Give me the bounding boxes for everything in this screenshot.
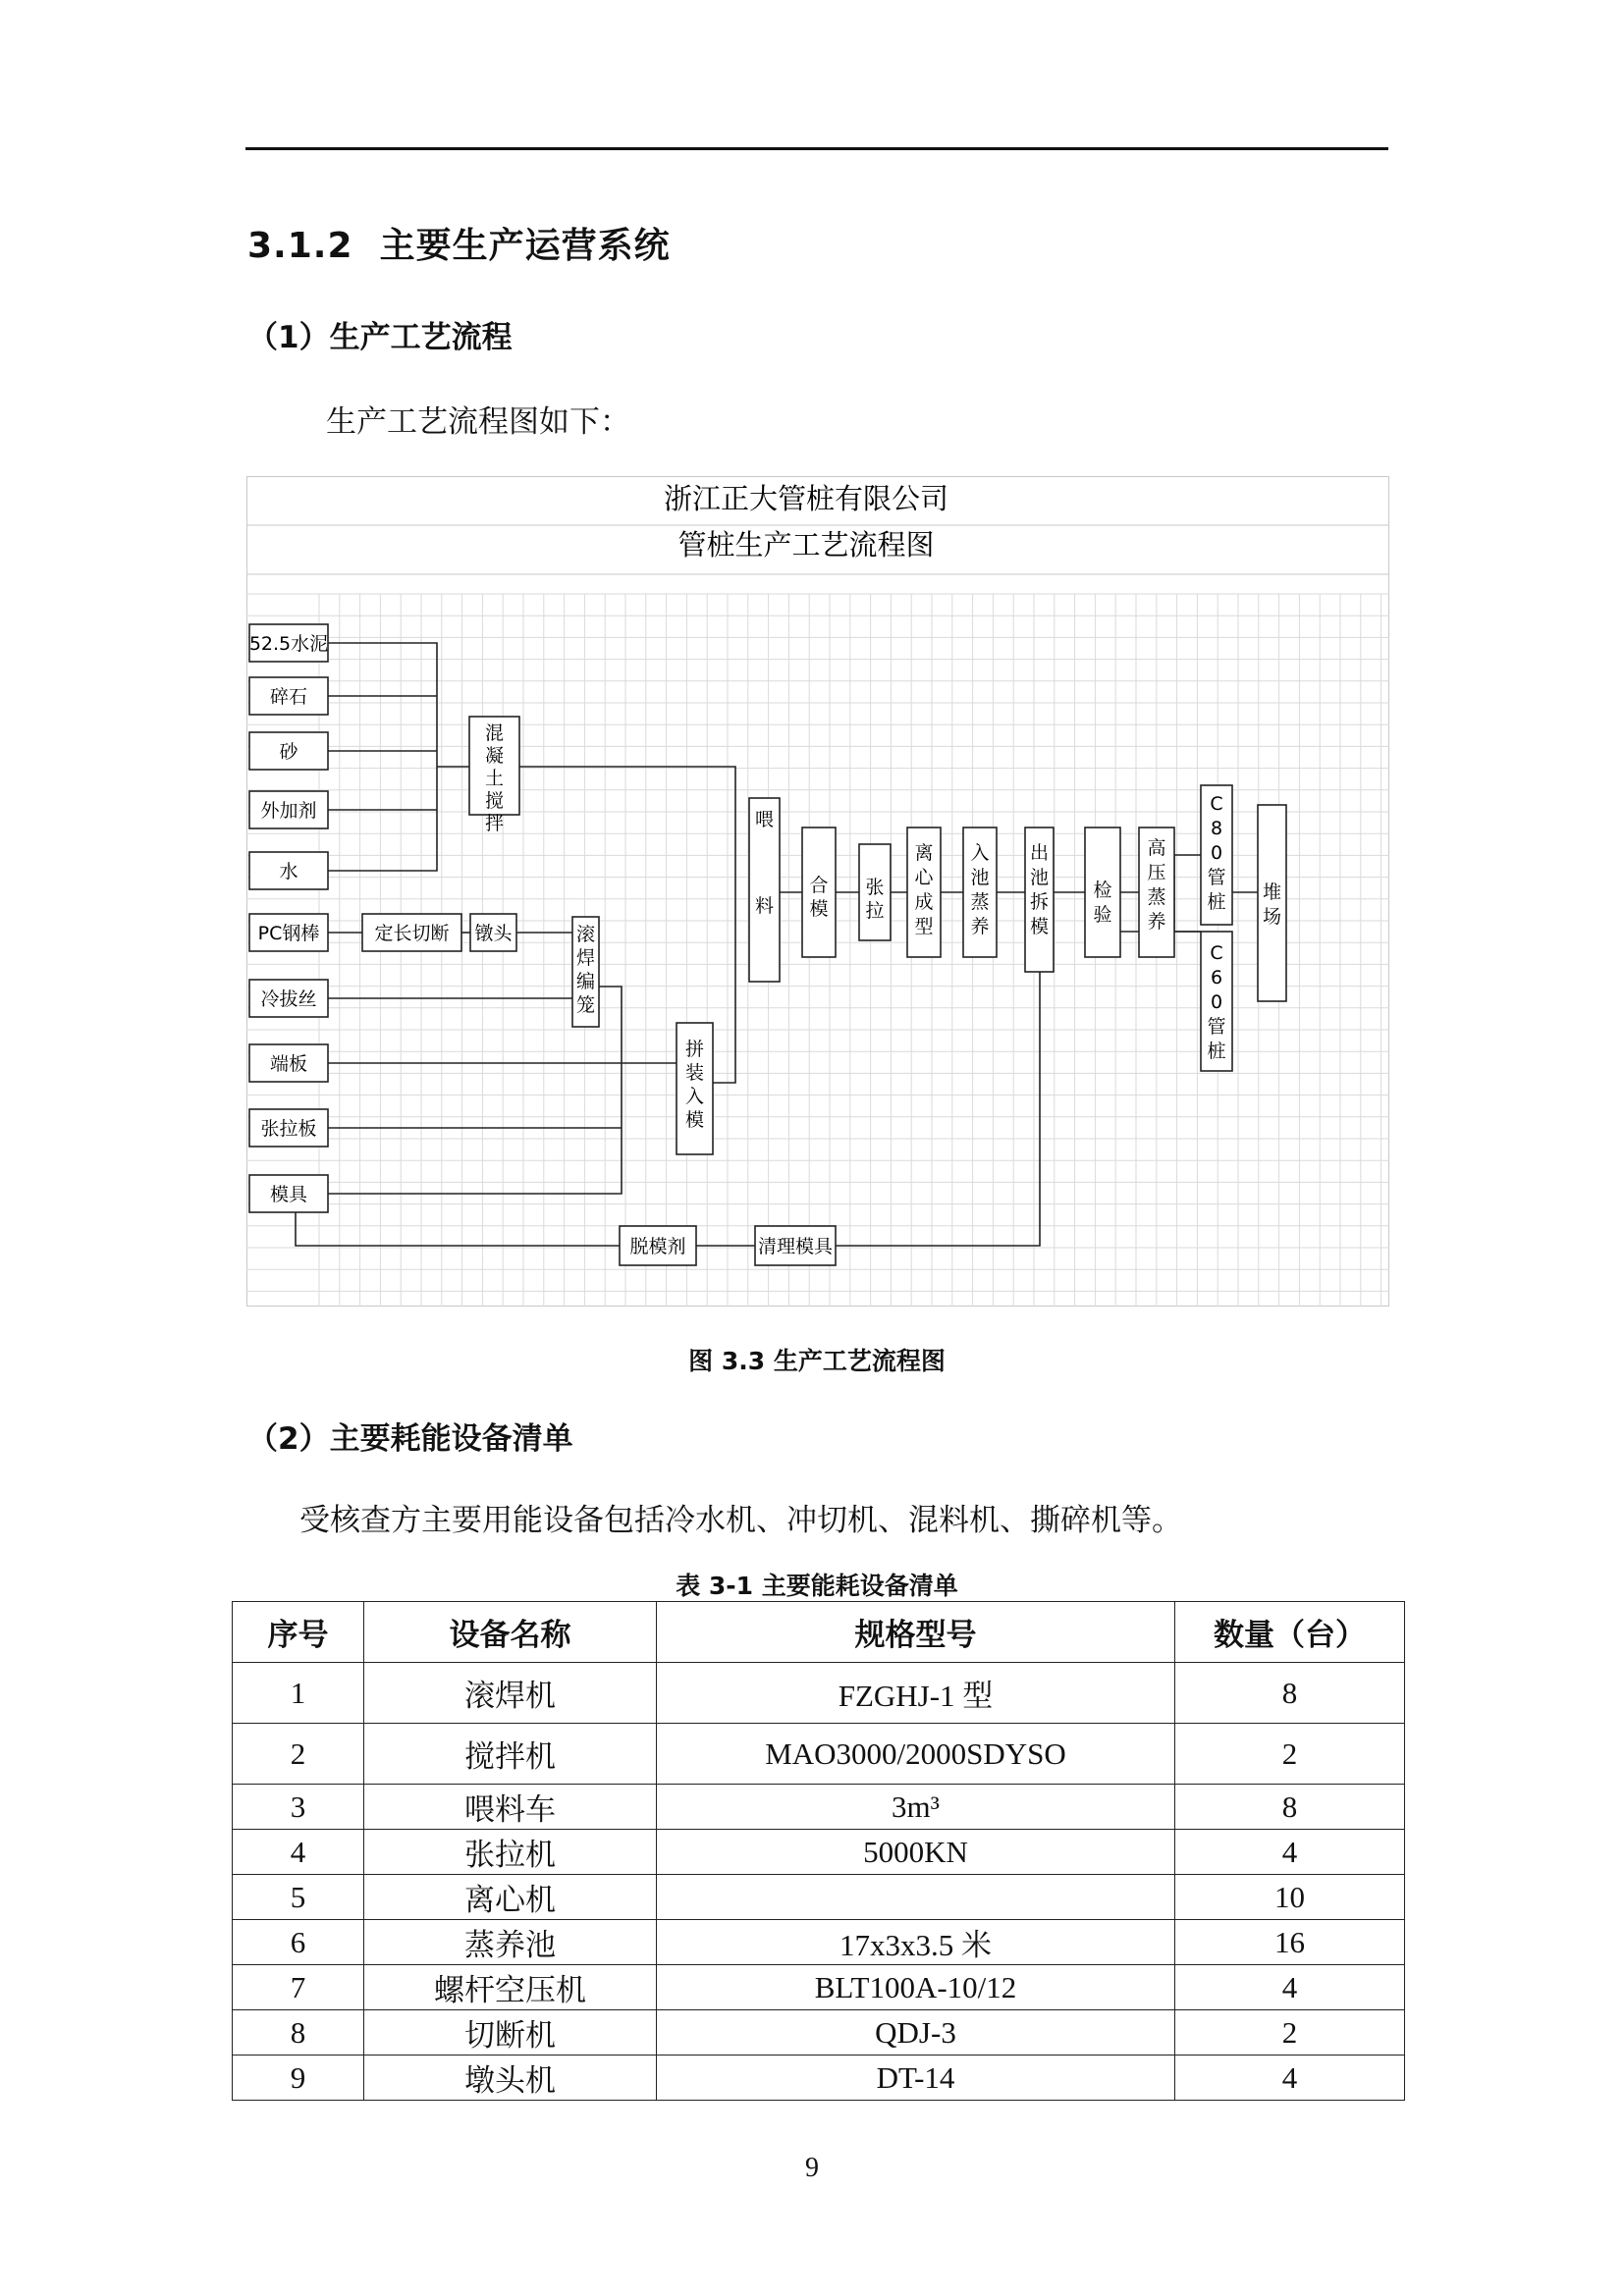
concrete-mixing-char: 拌 [484,813,505,834]
table-row [233,1920,1405,1965]
process-flowchart [246,476,1389,1307]
cut-to-length-label: 定长切断 [374,923,450,944]
release-agent-label: 脱模剂 [629,1236,686,1257]
cell-name: 切断机 [364,2010,657,2056]
header-quantity: 数量（台） [1175,1602,1405,1663]
c80-pile-char: C [1210,793,1223,815]
table-row [233,1724,1405,1785]
subsection-1-title: （1）生产工艺流程 [247,320,513,355]
table-row [233,1785,1405,1830]
cell-model: 17x3x3.5 米 [657,1920,1175,1965]
tensioning-char: 张 [865,877,885,898]
cell-quantity: 2 [1175,1724,1405,1785]
table-caption: 表 3-1 主要能耗设备清单 [676,1572,958,1600]
cell-model: MAO3000/2000SDYSO [657,1724,1175,1785]
cell-model: DT-14 [657,2056,1175,2101]
input-2-label: 砂 [279,741,298,763]
cell-name: 蒸养池 [364,1920,657,1965]
flowchart-company: 浙江正大管桩有限公司 [663,482,949,515]
subsection-2-title: （2）主要耗能设备清单 [247,1421,573,1457]
stock-yard-box [1258,805,1286,1001]
table-row [233,1965,1405,2010]
cell-model: FZGHJ-1 型 [657,1663,1175,1724]
inspection-char: 检 [1093,880,1112,901]
demold-return [836,972,1040,1246]
table-row [233,1663,1405,1724]
cell-name: 滚焊机 [364,1663,657,1724]
mold-closing-char: 合 [809,875,829,896]
cell-quantity: 16 [1175,1920,1405,1965]
cell-quantity: 2 [1175,2010,1405,2056]
cell-name: 喂料车 [364,1785,657,1830]
demolding-char: 出 [1029,842,1050,864]
assembly-char: 拼 [684,1039,705,1060]
header-index: 序号 [233,1602,364,1663]
header-name: 设备名称 [364,1602,657,1663]
table-row [233,1830,1405,1875]
cell-index: 4 [233,1830,364,1875]
cell-name: 墩头机 [364,2056,657,2101]
demolding-char: 模 [1029,916,1050,937]
cell-model: 3m³ [657,1785,1175,1830]
concrete-to-feed [519,767,735,892]
figure-caption: 图 3.3 生产工艺流程图 [688,1347,946,1375]
cell-name: 搅拌机 [364,1724,657,1785]
cell-model: 5000KN [657,1830,1175,1875]
c80-pile-char: 8 [1210,818,1223,839]
inspection-char: 验 [1093,904,1112,926]
c60-pile-char: 0 [1210,991,1223,1013]
centrifuge-char: 成 [914,891,934,913]
c80-pile-char: 桩 [1207,891,1226,913]
c60-pile-char: 桩 [1207,1041,1226,1062]
assembly-char: 装 [684,1062,705,1084]
cage-welding-char: 笼 [575,994,596,1016]
cell-quantity: 10 [1175,1875,1405,1920]
cell-name: 螺杆空压机 [364,1965,657,2010]
input-6-label: 冷拔丝 [260,988,317,1010]
steam-curing-char: 入 [970,842,990,864]
cage-welding-char: 焊 [575,947,596,969]
subsection-2-intro: 受核查方主要用能设备包括冷水机、冲切机、混料机、撕碎机等。 [299,1503,1182,1538]
autoclave-curing-char: 蒸 [1147,886,1166,908]
c80-pile-char: 0 [1210,842,1223,864]
header-rule [245,147,1388,150]
concrete-mixing-char: 土 [484,768,505,789]
autoclave-curing-char: 压 [1147,862,1166,883]
mold-cleaning-label: 清理模具 [757,1236,834,1257]
steam-curing-char: 池 [970,867,990,888]
c80-pile-char: 管 [1207,867,1226,888]
cage-welding-char: 滚 [575,924,596,945]
mold-closing-char: 模 [809,898,829,920]
c60-pile-char: 管 [1207,1016,1226,1038]
centrifuge-char: 型 [914,916,934,937]
cell-index: 1 [233,1663,364,1724]
concrete-mixing-char: 混 [484,722,505,744]
table-row [233,2056,1405,2101]
input-1-label: 碎石 [269,686,308,708]
cell-model: QDJ-3 [657,2010,1175,2056]
input-5-label: PC钢棒 [257,923,320,944]
cell-index: 8 [233,2010,364,2056]
table-header-row [233,1602,1405,1663]
section-heading [247,218,671,268]
equipment-table [232,1601,1405,2101]
cell-quantity: 4 [1175,1965,1405,2010]
autoclave-curing-char: 养 [1147,911,1166,933]
cage-welding-char: 编 [575,971,596,992]
input-7-label: 端板 [269,1053,308,1075]
table-row [233,1875,1405,1920]
cell-index: 3 [233,1785,364,1830]
input-0-label: 52.5水泥 [248,633,329,655]
aggregate-bracket [328,643,437,871]
cell-model [657,1875,1175,1920]
c60-pile-char: C [1210,942,1223,964]
demolding-char: 池 [1029,867,1050,888]
steam-curing-char: 蒸 [970,891,990,913]
c60-pile-char: 6 [1210,967,1223,988]
demolding-char: 拆 [1029,891,1050,913]
cell-name: 张拉机 [364,1830,657,1875]
cell-index: 7 [233,1965,364,2010]
upsetting-label: 镦头 [474,923,513,944]
assembly-char: 入 [684,1086,705,1107]
cell-index: 2 [233,1724,364,1785]
assembly-char: 模 [684,1109,705,1131]
cell-quantity: 8 [1175,1785,1405,1830]
flowchart-title: 管桩生产工艺流程图 [677,528,935,561]
stock-yard-char: 场 [1262,906,1282,928]
page-number: 9 [805,2153,819,2183]
table-row [233,2010,1405,2056]
flowchart-nodes [249,624,1286,1265]
feeding-char: 料 [754,895,775,917]
cell-quantity: 4 [1175,2056,1405,2101]
section-title: 主要生产运营系统 [379,226,671,266]
subsection-1-intro: 生产工艺流程图如下： [326,404,630,440]
input-8-label: 张拉板 [260,1118,317,1140]
section-number: 3.1.2 [247,226,353,266]
steam-curing-char: 养 [970,916,990,937]
cell-model: BLT100A-10/12 [657,1965,1175,2010]
input-3-label: 外加剂 [260,800,317,822]
input-4-label: 水 [279,861,298,882]
cell-name: 离心机 [364,1875,657,1920]
centrifuge-char: 离 [914,842,934,864]
cell-quantity: 8 [1175,1663,1405,1724]
cell-index: 6 [233,1920,364,1965]
feeding-char: 喂 [754,809,775,830]
centrifuge-char: 心 [914,867,934,888]
cell-quantity: 4 [1175,1830,1405,1875]
header-model: 规格型号 [657,1602,1175,1663]
tensioning-char: 拉 [865,900,885,922]
release-to-mold [296,1212,620,1246]
cell-index: 5 [233,1875,364,1920]
autoclave-curing-char: 高 [1147,837,1166,859]
stock-yard-char: 堆 [1262,881,1282,903]
concrete-mixing-char: 搅 [484,790,505,812]
cell-index: 9 [233,2056,364,2101]
concrete-mixing-char: 凝 [484,745,505,767]
input-9-label: 模具 [269,1184,308,1205]
